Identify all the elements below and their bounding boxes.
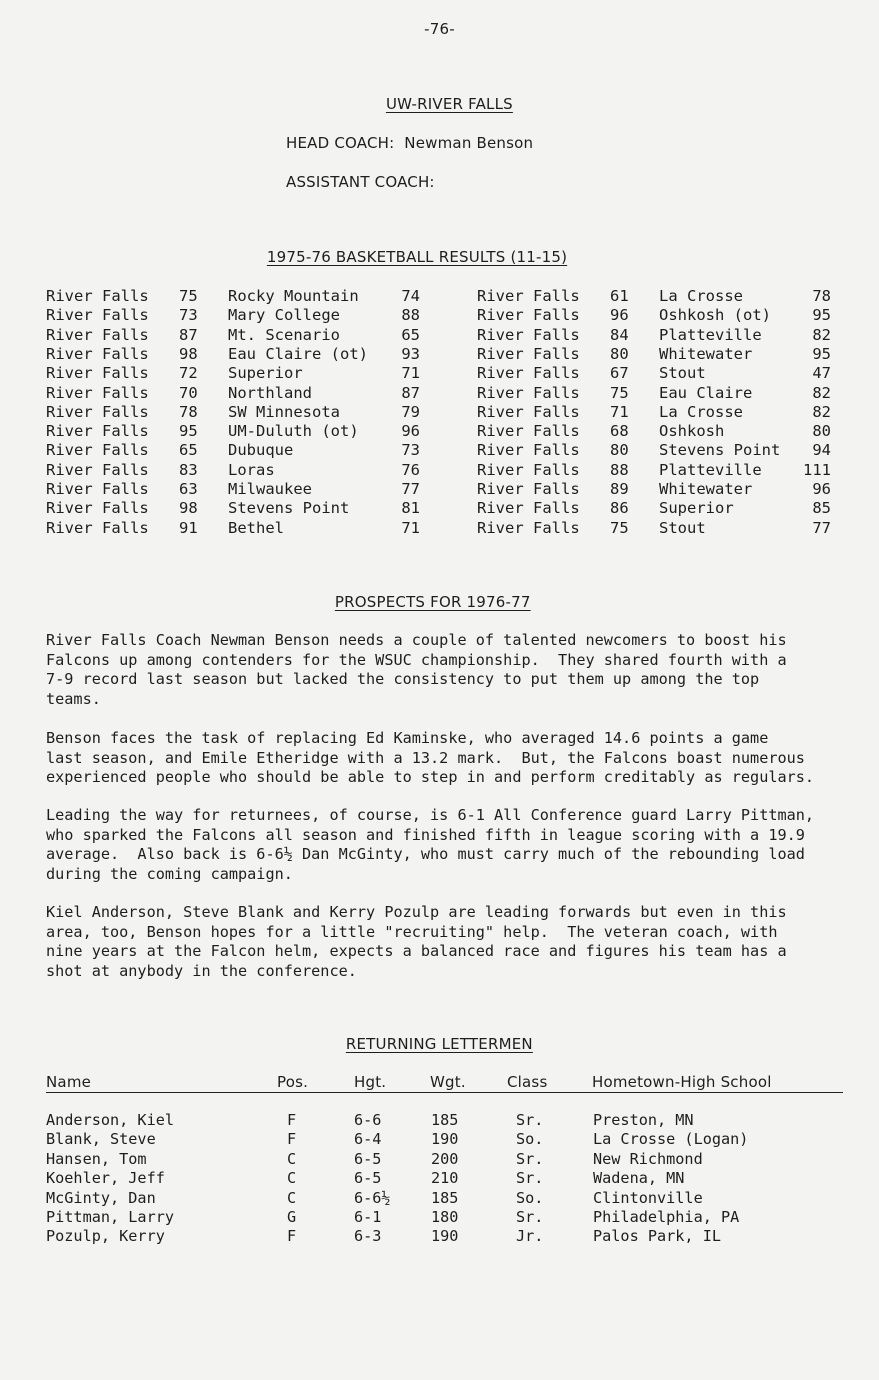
opponent-score: 111 [803, 460, 831, 479]
team-score: 73 [179, 306, 198, 325]
team-name: River Falls [477, 306, 580, 325]
team-name: River Falls [477, 364, 580, 383]
player-weight: 190 [431, 1227, 459, 1246]
opponent-name: Superior [228, 364, 303, 383]
roster-row [0, 1169, 879, 1188]
prospects-title: PROSPECTS FOR 1976-77 [334, 593, 531, 611]
opponent-name: SW Minnesota [228, 402, 340, 421]
player-position: F [287, 1130, 297, 1149]
player-class: Sr. [516, 1208, 544, 1226]
opponent-name: Superior [659, 499, 734, 518]
header-hometown: Hometown-High School [592, 1073, 772, 1091]
result-row-right [0, 345, 879, 364]
team-score: 75 [179, 287, 198, 305]
assistant-coach-line: ASSISTANT COACH: [286, 173, 435, 191]
roster-row [0, 1111, 879, 1130]
player-hometown: Preston, MN [593, 1111, 694, 1129]
team-score: 89 [610, 480, 629, 498]
header-class: Class [507, 1073, 548, 1091]
opponent-name: Northland [228, 383, 312, 402]
team-name: River Falls [46, 499, 149, 518]
paragraph-line: River Falls Coach Newman Benson needs a couple of talented newcomers to boost his [46, 631, 787, 649]
prospects-paragraph [46, 806, 856, 884]
team-name: River Falls [46, 344, 149, 363]
player-class: Sr. [516, 1169, 544, 1188]
opponent-score: 71 [401, 364, 420, 383]
team-score: 83 [179, 460, 198, 479]
team-score: 68 [610, 422, 629, 441]
opponent-name: Whitewater [659, 344, 753, 363]
opponent-name: Eau Claire (ot) [228, 344, 368, 363]
opponent-score: 78 [812, 287, 831, 305]
team-score: 67 [610, 364, 629, 383]
paragraph-line: Kiel Anderson, Steve Blank and Kerry Pozulp are leading forwards but even in this [46, 903, 787, 921]
opponent-score: 77 [812, 518, 831, 537]
player-height: 6-1 [354, 1208, 382, 1226]
roster-row [0, 1227, 879, 1246]
paragraph-line: experienced people who should be able to step in and perform creditably as regulars. [46, 768, 815, 786]
player-hometown: Palos Park, IL [593, 1227, 722, 1246]
team-name: River Falls [46, 306, 149, 325]
opponent-name: Platteville [659, 460, 762, 479]
opponent-name: Milwaukee [228, 480, 312, 498]
opponent-score: 88 [401, 306, 420, 325]
team-score: 78 [179, 402, 198, 421]
player-height: 6-5 [354, 1169, 382, 1188]
team-name: River Falls [46, 480, 149, 498]
opponent-score: 73 [401, 441, 420, 460]
team-score: 80 [610, 344, 629, 363]
player-name: Anderson, Kiel [46, 1111, 175, 1129]
result-row-right [0, 519, 879, 538]
player-class: So. [516, 1188, 544, 1207]
opponent-score: 95 [812, 306, 831, 325]
opponent-name: Whitewater [659, 480, 753, 498]
player-position: C [287, 1149, 297, 1168]
result-row-right [0, 403, 879, 422]
team-score: 84 [610, 325, 629, 344]
player-hometown: Wadena, MN [593, 1169, 685, 1188]
paragraph-line: Falcons up among contenders for the WSUC championship. They shared fourth with a [46, 650, 787, 669]
team-score: 88 [610, 460, 629, 479]
team-score: 98 [179, 499, 198, 518]
opponent-score: 76 [401, 460, 420, 479]
opponent-score: 82 [812, 325, 831, 344]
header-rule [46, 1092, 843, 1093]
paragraph-line: area, too, Benson hopes for a little "recruiting" help. The veteran coach, with [46, 922, 778, 941]
opponent-score: 65 [401, 325, 420, 344]
player-height: 6-3 [354, 1227, 382, 1246]
player-name: Hansen, Tom [46, 1149, 147, 1168]
player-hometown: New Richmond [593, 1149, 703, 1168]
opponent-score: 96 [401, 422, 420, 441]
result-row-right [0, 384, 879, 403]
team-name: River Falls [477, 518, 580, 537]
opponent-score: 87 [401, 383, 420, 402]
result-row-right [0, 480, 879, 499]
team-name: River Falls [46, 325, 149, 344]
player-class: Sr. [516, 1149, 544, 1168]
team-score: 87 [179, 325, 198, 344]
opponent-score: 96 [812, 480, 831, 498]
paragraph-line: teams. [46, 689, 101, 708]
team-score: 75 [610, 518, 629, 537]
player-position: F [287, 1111, 297, 1129]
team-name: River Falls [46, 287, 149, 305]
prospects-paragraph [46, 729, 856, 788]
page-number: -76- [424, 20, 455, 38]
opponent-name: Stout [659, 364, 706, 383]
opponent-name: Stevens Point [228, 499, 350, 518]
opponent-name: Platteville [659, 325, 762, 344]
player-class: Sr. [516, 1111, 544, 1129]
paragraph-line: Benson faces the task of replacing Ed Kaminske, who averaged 14.6 points a game [46, 729, 769, 747]
player-name: McGinty, Dan [46, 1188, 156, 1207]
paragraph-line: last season, and Emile Etheridge with a 13.2 mark. But, the Falcons boast numerous [46, 748, 805, 767]
opponent-score: 77 [401, 480, 420, 498]
player-height: 6-5 [354, 1149, 382, 1168]
team-score: 65 [179, 441, 198, 460]
result-row-right [0, 441, 879, 460]
player-position: G [287, 1208, 297, 1226]
team-score: 96 [610, 306, 629, 325]
header-pos: Pos. [277, 1073, 309, 1091]
player-weight: 180 [431, 1208, 459, 1226]
opponent-score: 93 [401, 344, 420, 363]
team-name: River Falls [46, 518, 149, 537]
opponent-name: Oshkosh (ot) [659, 306, 771, 325]
opponent-score: 82 [812, 402, 831, 421]
team-name: River Falls [477, 422, 580, 441]
player-weight: 185 [431, 1188, 459, 1207]
head-coach-line: HEAD COACH: Newman Benson [286, 134, 534, 152]
player-weight: 185 [431, 1111, 459, 1129]
team-score: 61 [610, 287, 629, 305]
roster-row [0, 1189, 879, 1208]
paragraph-line: nine years at the Falcon helm, expects a balanced race and figures his team has a [46, 942, 787, 960]
team-name: River Falls [46, 422, 149, 441]
paragraph-line: shot at anybody in the conference. [46, 961, 357, 980]
opponent-name: La Crosse [659, 287, 743, 305]
opponent-score: 79 [401, 402, 420, 421]
opponent-name: Loras [228, 460, 275, 479]
team-name: River Falls [46, 364, 149, 383]
opponent-score: 71 [401, 518, 420, 537]
school-title: UW-RIVER FALLS [385, 95, 513, 113]
roster-row [0, 1208, 879, 1227]
team-name: River Falls [477, 287, 580, 305]
opponent-name: UM-Duluth (ot) [228, 422, 359, 441]
team-score: 80 [610, 441, 629, 460]
team-score: 75 [610, 383, 629, 402]
team-name: River Falls [477, 441, 580, 460]
opponent-name: Stevens Point [659, 441, 781, 460]
prospects-paragraph [46, 631, 856, 709]
team-name: River Falls [477, 383, 580, 402]
player-hometown: Philadelphia, PA [593, 1208, 740, 1226]
player-height: 6-6 [354, 1111, 382, 1129]
team-score: 63 [179, 480, 198, 498]
player-weight: 210 [431, 1169, 459, 1188]
header-wgt: Wgt. [430, 1073, 466, 1091]
opponent-score: 94 [812, 441, 831, 460]
result-row-right [0, 461, 879, 480]
team-name: River Falls [46, 441, 149, 460]
team-name: River Falls [477, 499, 580, 518]
paragraph-line: who sparked the Falcons all season and finished fifth in league scoring with a 19.9 [46, 825, 805, 844]
player-position: F [287, 1227, 297, 1246]
player-position: C [287, 1188, 297, 1207]
results-title: 1975-76 BASKETBALL RESULTS (11-15) [266, 248, 568, 266]
player-hometown: La Crosse (Logan) [593, 1130, 749, 1149]
opponent-name: Mt. Scenario [228, 325, 340, 344]
player-height: 6-4 [354, 1130, 382, 1149]
opponent-score: 82 [812, 383, 831, 402]
prospects-paragraph [46, 903, 856, 981]
roster-row [0, 1150, 879, 1169]
player-class: So. [516, 1130, 544, 1149]
roster-row [0, 1130, 879, 1149]
opponent-score: 47 [812, 364, 831, 383]
opponent-name: Eau Claire [659, 383, 753, 402]
header-name: Name [46, 1073, 92, 1091]
team-score: 86 [610, 499, 629, 518]
paragraph-line: average. Also back is 6-6½ Dan McGinty, who must carry much of the rebounding load [46, 845, 805, 863]
opponent-name: Rocky Mountain [228, 287, 359, 305]
player-name: Pittman, Larry [46, 1208, 175, 1226]
team-score: 71 [610, 402, 629, 421]
player-name: Pozulp, Kerry [46, 1227, 165, 1246]
paragraph-line: 7-9 record last season but lacked the consistency to put them up among the top [46, 670, 760, 688]
team-name: River Falls [46, 460, 149, 479]
opponent-score: 95 [812, 344, 831, 363]
result-row-right [0, 422, 879, 441]
team-name: River Falls [477, 480, 580, 498]
opponent-name: Dubuque [228, 441, 294, 460]
opponent-name: La Crosse [659, 402, 743, 421]
team-score: 91 [179, 518, 198, 537]
player-weight: 190 [431, 1130, 459, 1149]
result-row-right [0, 326, 879, 345]
team-name: River Falls [477, 344, 580, 363]
team-name: River Falls [477, 460, 580, 479]
header-hgt: Hgt. [354, 1073, 387, 1091]
roster-header-row [0, 1073, 879, 1093]
result-row-right [0, 287, 879, 306]
team-score: 72 [179, 364, 198, 383]
player-class: Jr. [516, 1227, 544, 1246]
lettermen-title: RETURNING LETTERMEN [345, 1035, 533, 1053]
team-score: 95 [179, 422, 198, 441]
team-name: River Falls [477, 325, 580, 344]
player-hometown: Clintonville [593, 1188, 703, 1207]
player-position: C [287, 1169, 297, 1188]
opponent-score: 74 [401, 287, 420, 305]
player-name: Koehler, Jeff [46, 1169, 165, 1188]
result-row-right [0, 499, 879, 518]
player-height: 6-6½ [354, 1188, 391, 1207]
opponent-score: 81 [401, 499, 420, 518]
paragraph-line: during the coming campaign. [46, 864, 293, 883]
opponent-score: 85 [812, 499, 831, 518]
opponent-name: Stout [659, 518, 706, 537]
team-score: 98 [179, 344, 198, 363]
team-name: River Falls [477, 402, 580, 421]
team-name: River Falls [46, 402, 149, 421]
player-weight: 200 [431, 1149, 459, 1168]
opponent-name: Bethel [228, 518, 284, 537]
team-name: River Falls [46, 383, 149, 402]
result-row-right [0, 306, 879, 325]
team-score: 70 [179, 383, 198, 402]
opponent-score: 80 [812, 422, 831, 441]
opponent-name: Mary College [228, 306, 340, 325]
opponent-name: Oshkosh [659, 422, 725, 441]
paragraph-line: Leading the way for returnees, of course, is 6-1 All Conference guard Larry Pittman, [46, 806, 815, 824]
result-row-right [0, 364, 879, 383]
player-name: Blank, Steve [46, 1130, 156, 1149]
